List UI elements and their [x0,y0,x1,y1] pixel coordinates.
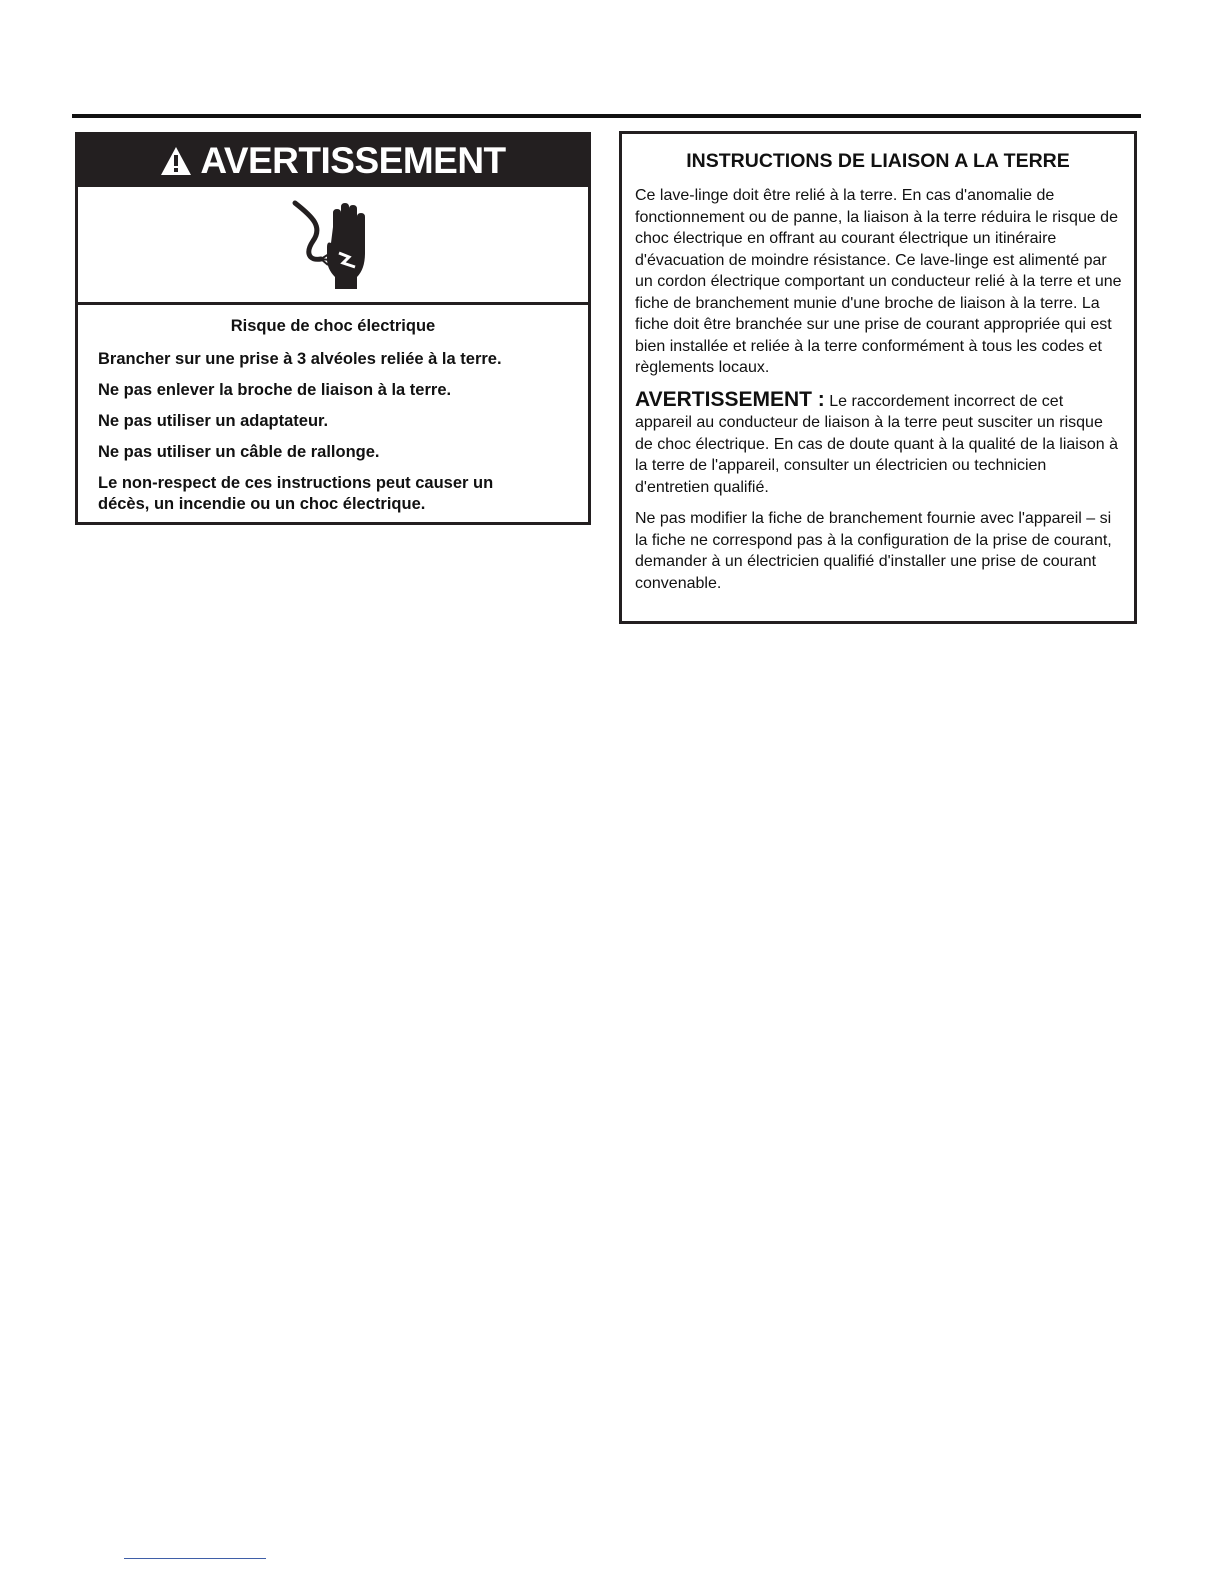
warning-header [78,135,588,187]
instructions-paragraph-2 [635,389,1122,499]
warning-line-4: Ne pas utiliser un câble de rallonge. [98,443,380,461]
warning-consequence: Le non-respect de ces instructions peut causer un décès, un incendie ou un choc électrique. [98,474,494,513]
inline-warning-text: Le raccordement incorrect de cet appareil au conducteur de liaison à la terre peut susciter un risque de choc électrique. En cas de doute quant à la qualité de la liaison à la terre de l'appareil, consulter un électricien ou technicien d'entretien qualifié. [635,392,1118,496]
warning-title: AVERTISSEMENT [200,140,506,181]
electric-shock-hand-icon [287,197,379,293]
instructions-title: INSTRUCTIONS DE LIAISON A LA TERRE [686,150,1070,172]
shock-image-panel [78,187,588,305]
warning-line-1: Brancher sur une prise à 3 alvéoles reliée à la terre. [98,350,502,368]
grounding-instructions-box [619,131,1137,624]
top-divider [72,114,1141,118]
warning-box [75,132,591,525]
warning-line-3: Ne pas utiliser un adaptateur. [98,412,329,430]
warning-body [78,305,588,515]
instructions-paragraph-3: Ne pas modifier la fiche de branchement fournie avec l'appareil – si la fiche ne correspond pas à la configuration de la prise de courant, demander à un électricien qualifié d'installer une prise de courant convenable. [635,510,1112,592]
warning-triangle-icon [160,146,192,176]
instructions-paragraph-1: Ce lave-linge doit être relié à la terre. En cas d'anomalie de fonctionnement ou de panne, la liaison à la terre réduira le risque de choc électrique en offrant au courant électrique un itinéraire d'évacuation de moindre résistance. Ce lave-linge est alimenté par un cordon électrique comportant un conducteur relié à la terre et une fiche de branchement munie d'une broche de liaison à la terre. La fiche doit être branchée sur une prise de courant appropriée qui est bien installée et reliée à la terre conformément à tous les codes et règlements locaux. [635,187,1122,376]
warning-line-2: Ne pas enlever la broche de liaison à la terre. [98,381,452,399]
inline-warning-label: AVERTISSEMENT : [635,387,825,411]
risk-title: Risque de choc électrique [230,317,436,335]
bottom-line-mark [124,1558,266,1559]
